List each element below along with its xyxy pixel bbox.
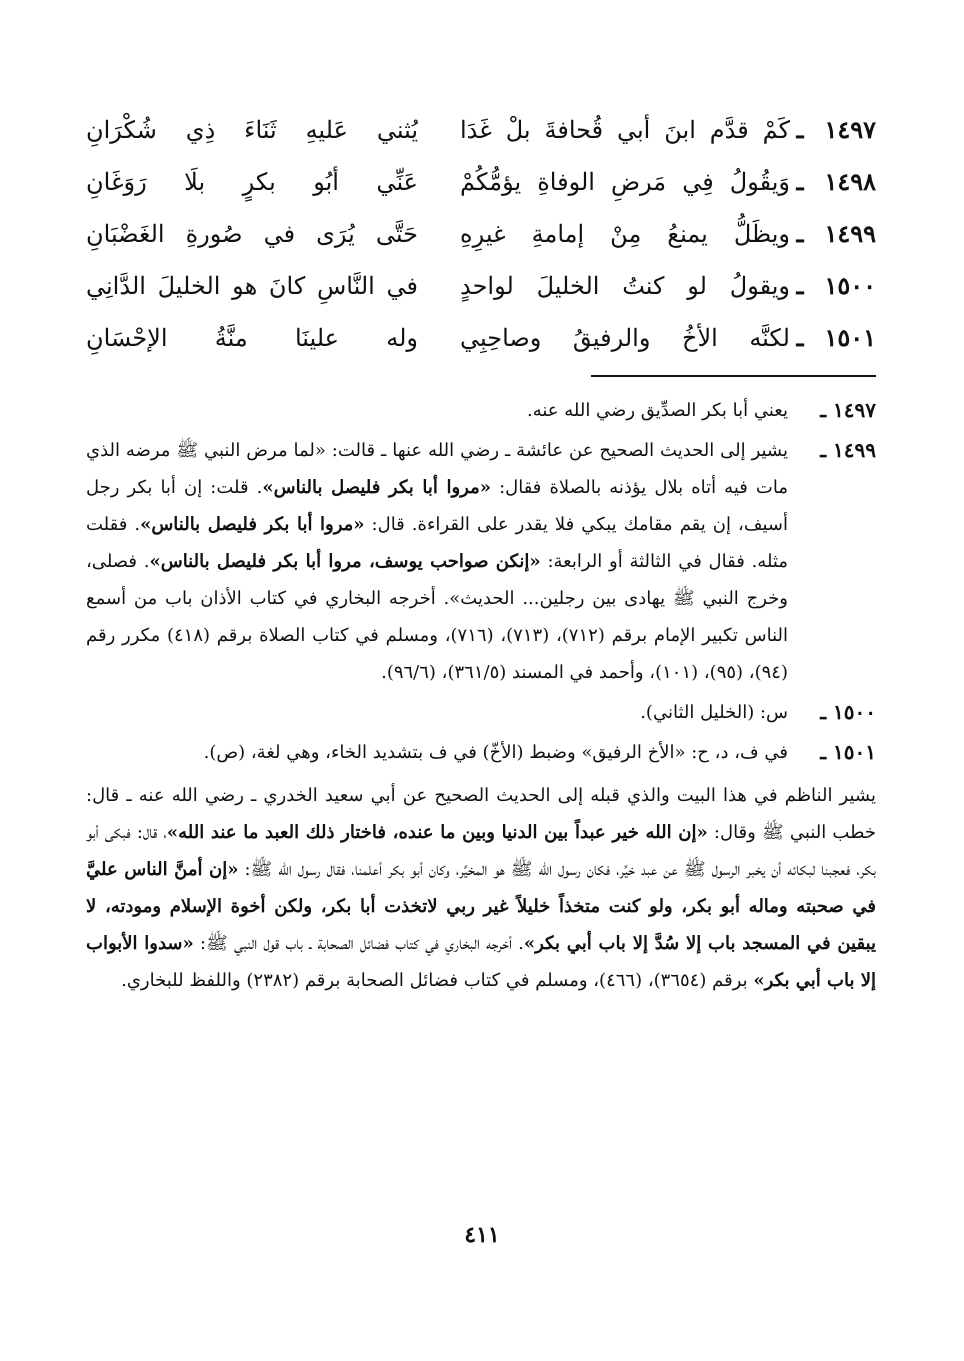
page-number: ٤١١ <box>464 1222 500 1248</box>
second-hemistich: في النَّاسِ كانَ هو الخليلَ الدَّانِي <box>86 272 418 300</box>
footnote-1500 <box>86 694 876 731</box>
footnotes <box>86 392 876 999</box>
verse-1501 <box>86 312 876 364</box>
footnote-1497 <box>86 392 876 429</box>
first-hemistich: كَمْ قدَّم ابنَ أبي قُحافةَ بلْ غَدَا <box>460 116 790 144</box>
hadith-quote: «إن أمنَّ الناس عليَّ في صحبته وماله أبو بكر، ولو كنت متخذاً خليلاً غير ربي لاتخذت أبا بكر، ولكن أخوة الإسلام ومودته، لا يبقين في المسجد باب إلا سُدَّ إلا باب أبي بكر» <box>86 859 877 954</box>
first-hemistich: ويقولُ لو كنتُ الخليلَ لواحدٍ <box>460 272 790 300</box>
verse-dash: ـ <box>796 115 804 144</box>
verse-dash: ـ <box>796 167 804 196</box>
verse-number: ١٤٩٨ <box>824 167 876 196</box>
verse-1498 <box>86 156 876 208</box>
footnote-separator <box>591 375 876 377</box>
verse-dash: ـ <box>796 323 804 352</box>
hadith-quote: «إنكن صواحب يوسف، مروا أبا بكر فليصل بالناس» <box>149 551 541 572</box>
footnote-text: في ف، د، ح: «الأخ الرفيق» وضبط (الأخّ) في ف بتشديد الخاء، وهي لغة، (ص). <box>203 742 788 763</box>
first-hemistich: ويظَلُّ يمنعُ مِنْ إمامةِ غيرِهِ <box>460 220 790 248</box>
footnote-text: يعني أبا بكر الصدِّيق رضي الله عنه. <box>526 400 788 421</box>
hadith-quote: «مروا أبا بكر فليصل بالناس» <box>262 477 492 498</box>
footnote-1501 <box>86 734 876 771</box>
footnote-label: ١٥٠٠ ـ <box>820 700 876 724</box>
verse-number: ١٥٠١ <box>824 323 876 352</box>
verse-1500 <box>86 260 876 312</box>
verse-number: ١٤٩٧ <box>824 115 876 144</box>
verse-number: ١٥٠٠ <box>824 271 876 300</box>
first-hemistich: وَيقُولُ فِي مَرضِ الوفاةِ يؤمُّكُمْ <box>460 168 790 196</box>
second-hemistich: وله علينَا منَّةُ الإحْسَانِ <box>86 324 418 352</box>
verse-1497 <box>86 104 876 156</box>
verse-dash: ـ <box>796 271 804 300</box>
footnote-label: ١٤٩٧ ـ <box>820 398 876 422</box>
footnote-1499 <box>86 432 876 691</box>
second-hemistich: عَنِّي أبُو بكرٍ بلَا رَوَغَانِ <box>86 168 418 196</box>
verse-number: ١٤٩٩ <box>824 219 876 248</box>
second-hemistich: حَتَّى يُرَى في صُورةِ الغَضْبَانِ <box>86 220 418 248</box>
first-hemistich: لكنَّه الأخُ والرفيقُ وصاحِبِي <box>460 324 790 352</box>
footnote-text: يشير إلى الحديث الصحيح عن عائشة ـ رضي الله عنها ـ قالت: «لما مرض النبي ﷺ مرضه الذي مات فيه أتاه بلال يؤذنه بالصلاة فقال: «مروا أبا بكر فليصل بالناس». قلت: إن أبا بكر رجل أسيف، إن يقم مقامك يبكي فلا يقدر على القراءة. قال: «مروا أبا بكر فليصل بالناس». فقلت مثله. فقال في الثالثة أو الرابعة: «إنكن صواحب يوسف، مروا أبا بكر فليصل بالناس». فصلى، وخرج النبي ﷺ يهادى بين رجلين... الحديث». أخرجه البخاري في كتاب الأذان باب من أسمع الناس تكبير الإمام برقم (٧١٢)، (٧١٣)، (٧١٦)، ومسلم في كتاب الصلاة برقم (٤١٨) مكرر رقم (٩٤)، (٩٥)، (١٠١)، وأحمد في المسند (٣٦١/٥)، (٩٦/٦). <box>86 440 789 683</box>
hadith-quote: «إن الله خير عبداً بين الدنيا وبين ما عنده، فاختار ذلك العبد ما عند الله» <box>166 822 708 843</box>
hadith-quote: «مروا أبا بكر فليصل بالناس» <box>140 514 365 535</box>
footnote-text: س: (الخليل الثاني). <box>640 702 788 723</box>
verse-dash: ـ <box>796 219 804 248</box>
poem-verses <box>86 104 876 364</box>
second-hemistich: يُثني عَليهِ ثَنَاءَ ذِي شُكْرَانِ <box>86 116 418 144</box>
verse-1499 <box>86 208 876 260</box>
hadith-quote: «سدوا الأبواب إلا باب أبي بكر» <box>86 933 876 991</box>
footnote-1501-continuation: يشير الناظم في هذا البيت والذي قبله إلى الحديث الصحيح عن أبي سعيد الخدري ـ رضي الله عنه ـ قال: خطب النبي ﷺ وقال: «إن الله خير عبداً بين الدنيا وبين ما عنده، فاختار ذلك العبد ما عند الله»، قال: فبكى أبو بكر، فعجبنا لبكائه أن يخبر الرسول ﷺ عن عبد خيِّر، فكان رسول الله ﷺ هو المخيَّر، وكان أبو بكر أعلمنا، فقال رسول الله ﷺ: «إن أمنَّ الناس عليَّ في صحبته وماله أبو بكر، ولو كنت متخذاً خليلاً غير ربي لاتخذت أبا بكر، ولكن أخوة الإسلام ومودته، لا يبقين في المسجد باب إلا سُدَّ إلا باب أبي بكر». أخرجه البخاري في كتاب فضائل الصحابة ـ باب قول النبي ﷺ: «سدوا الأبواب إلا باب أبي بكر» برقم (٣٦٥٤)، (٤٦٦)، ومسلم في كتاب فضائل الصحابة برقم (٢٣٨٢) واللفظ للبخاري. <box>86 785 877 991</box>
footnote-label: ١٤٩٩ ـ <box>820 438 876 462</box>
footnote-label: ١٥٠١ ـ <box>820 740 876 764</box>
